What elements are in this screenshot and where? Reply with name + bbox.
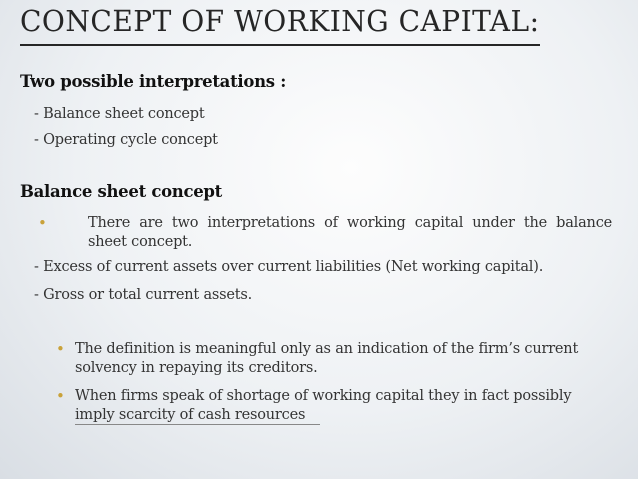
- text-underline: [75, 424, 320, 425]
- slide-title: CONCEPT OF WORKING CAPITAL:: [20, 4, 540, 38]
- section-heading-interpretations: Two possible interpretations :: [20, 72, 286, 91]
- title-underline: [20, 44, 540, 46]
- note-shortage-working-capital: When firms speak of shortage of working capital they in fact possibly imply scarcity of cash resources: [75, 388, 572, 423]
- bullet-icon: •: [56, 387, 65, 405]
- bullet-icon: •: [56, 340, 65, 358]
- section-heading-balance-sheet: Balance sheet concept: [20, 182, 222, 201]
- list-item-net-working-capital: - Excess of current assets over current liabilities (Net working capital).: [34, 259, 544, 275]
- list-item-operating-cycle: - Operating cycle concept: [34, 132, 218, 148]
- list-item-gross-current-assets: - Gross or total current assets.: [34, 287, 253, 303]
- bullet-text-interpretations: There are two interpretations of working capital under the balance sheet concept.: [88, 215, 612, 250]
- bullet-icon: •: [38, 214, 47, 232]
- list-item-balance-sheet: - Balance sheet concept: [34, 106, 205, 122]
- note-definition-meaningful: The definition is meaningful only as an indication of the firm’s current solvency in repaying its creditors.: [75, 341, 579, 376]
